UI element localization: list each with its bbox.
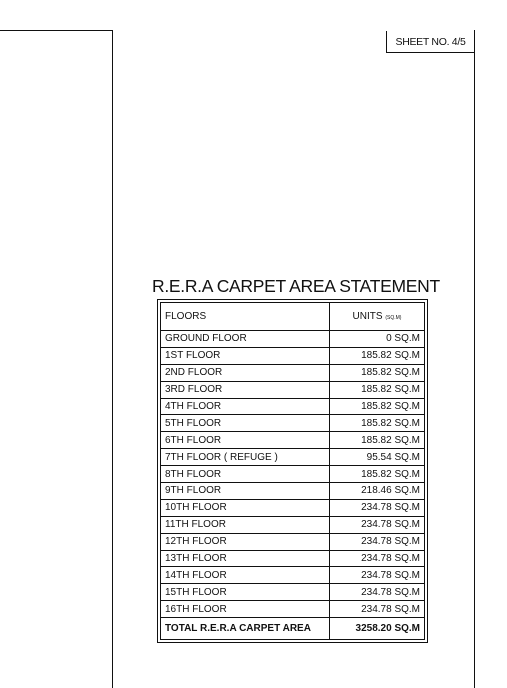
- carpet-area-table-frame: [157, 299, 428, 643]
- table-row: [161, 550, 425, 567]
- table-row: [161, 516, 425, 533]
- sheet-number-label: SHEET NO. 4/5: [395, 35, 466, 48]
- table-row: [161, 466, 425, 483]
- floor-name-cell: 7TH FLOOR ( REFUGE ): [161, 449, 330, 466]
- floor-area-cell: 185.82 SQ.M: [330, 466, 425, 483]
- frame-left-line: [112, 30, 113, 688]
- table-row: [161, 601, 425, 618]
- units-column-header: [330, 303, 425, 331]
- floor-name-cell: 11TH FLOOR: [161, 516, 330, 533]
- floor-name-cell: 9TH FLOOR: [161, 483, 330, 500]
- floor-area-cell: 234.78 SQ.M: [330, 567, 425, 584]
- floor-area-cell: 185.82 SQ.M: [330, 381, 425, 398]
- floor-area-cell: 185.82 SQ.M: [330, 347, 425, 364]
- floor-area-cell: 234.78 SQ.M: [330, 516, 425, 533]
- floor-area-cell: 234.78 SQ.M: [330, 550, 425, 567]
- floor-name-cell: GROUND FLOOR: [161, 331, 330, 348]
- floor-name-cell: 2ND FLOOR: [161, 364, 330, 381]
- floor-area-cell: 234.78 SQ.M: [330, 533, 425, 550]
- floor-name-cell: 16TH FLOOR: [161, 601, 330, 618]
- floor-area-cell: 234.78 SQ.M: [330, 584, 425, 601]
- floor-area-cell: 185.82 SQ.M: [330, 364, 425, 381]
- floor-name-cell: 14TH FLOOR: [161, 567, 330, 584]
- table-header-row: [161, 303, 425, 331]
- floor-name-cell: 15TH FLOOR: [161, 584, 330, 601]
- floor-name-cell: 4TH FLOOR: [161, 398, 330, 415]
- floor-name-cell: 12TH FLOOR: [161, 533, 330, 550]
- floor-area-cell: 185.82 SQ.M: [330, 432, 425, 449]
- floor-area-cell: 185.82 SQ.M: [330, 398, 425, 415]
- table-row: [161, 364, 425, 381]
- floor-name-cell: 1ST FLOOR: [161, 347, 330, 364]
- frame-top-line: [0, 30, 112, 31]
- floor-name-cell: 8TH FLOOR: [161, 466, 330, 483]
- statement-title: R.E.R.A CARPET AREA STATEMENT: [152, 276, 440, 296]
- total-label: TOTAL R.E.R.A CARPET AREA: [161, 618, 330, 640]
- table-row: [161, 398, 425, 415]
- table-row: [161, 567, 425, 584]
- floor-name-cell: 5TH FLOOR: [161, 415, 330, 432]
- floor-name-cell: 3RD FLOOR: [161, 381, 330, 398]
- table-row: [161, 381, 425, 398]
- sheet-number-box: [386, 31, 474, 53]
- floor-area-cell: 0 SQ.M: [330, 331, 425, 348]
- table-row: [161, 331, 425, 348]
- floor-name-cell: 10TH FLOOR: [161, 499, 330, 516]
- total-row: [161, 618, 425, 640]
- floor-name-cell: 13TH FLOOR: [161, 550, 330, 567]
- table-row: [161, 432, 425, 449]
- floor-area-cell: 234.78 SQ.M: [330, 601, 425, 618]
- table-row: [161, 347, 425, 364]
- units-header-suffix: (SQ.M): [385, 315, 402, 321]
- table-row: [161, 415, 425, 432]
- floor-area-cell: 95.54 SQ.M: [330, 449, 425, 466]
- units-header-label: UNITS: [352, 311, 383, 322]
- table-row: [161, 533, 425, 550]
- floors-column-header: FLOORS: [161, 303, 330, 331]
- carpet-area-table: [160, 302, 425, 640]
- floor-area-cell: 218.46 SQ.M: [330, 483, 425, 500]
- floor-area-cell: 234.78 SQ.M: [330, 499, 425, 516]
- total-value: 3258.20 SQ.M: [330, 618, 425, 640]
- frame-right-line: [474, 30, 475, 688]
- table-row: [161, 584, 425, 601]
- floor-area-cell: 185.82 SQ.M: [330, 415, 425, 432]
- floor-name-cell: 6TH FLOOR: [161, 432, 330, 449]
- table-row: [161, 499, 425, 516]
- table-row: [161, 449, 425, 466]
- table-row: [161, 483, 425, 500]
